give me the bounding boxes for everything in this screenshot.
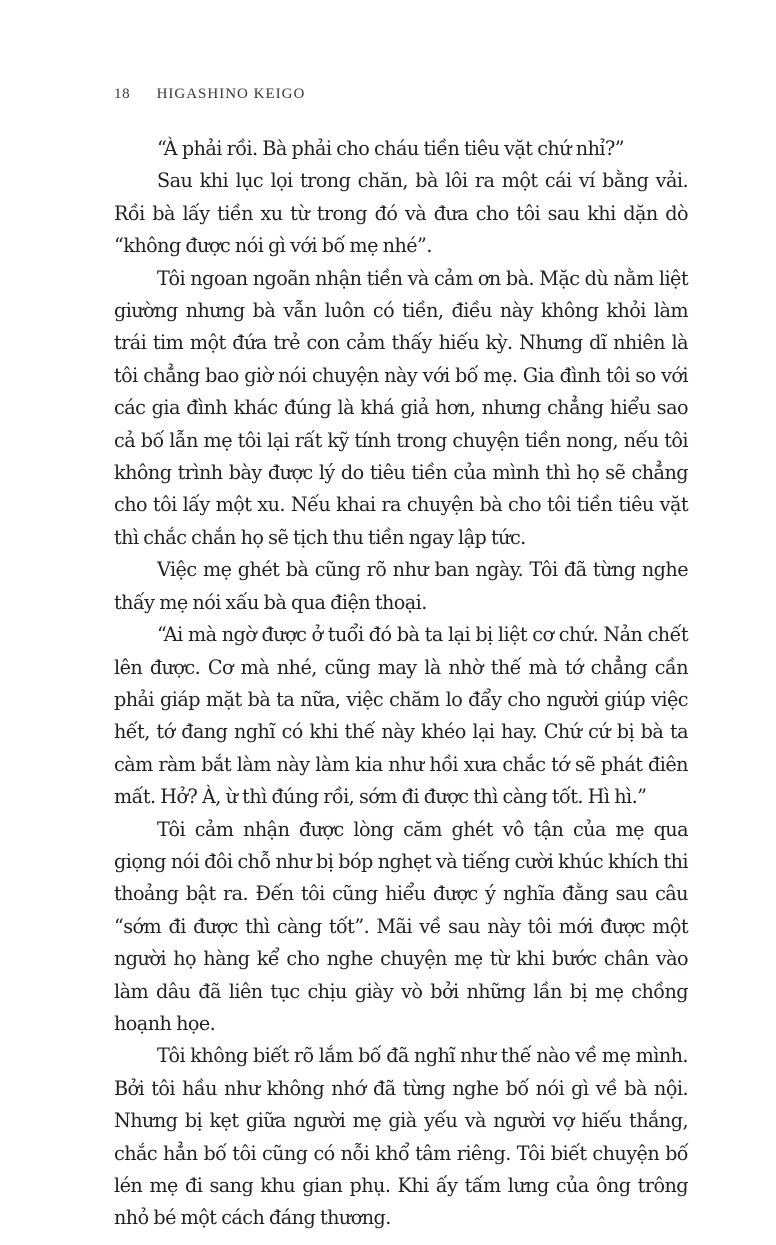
body-text	[114, 133, 688, 1235]
author-name: HIGASHINO KEIGO	[156, 86, 306, 102]
paragraph: Sau khi lục lọi trong chăn, bà lôi ra một cái ví bằng vải. Rồi bà lấy tiền xu từ trong đó và đưa cho tôi sau khi dặn dò “không được nói gì với bố mẹ nhé”.	[114, 169, 688, 258]
paragraph: “Ai mà ngờ được ở tuổi đó bà ta lại bị liệt cơ chứ. Nản chết lên được. Cơ mà nhé, cũng may là nhờ thế mà tớ chẳng cần phải giáp mặt bà ta nữa, việc chăm lo đẩy cho người giúp việc hết, tớ đang nghĩ có khi thế này khéo lại hay. Chứ cứ bị bà ta càm ràm bắt làm này làm kia như hồi xưa chắc tớ sẽ phát điên mất. Hở? À, ừ thì đúng rồi, sớm đi được thì càng tốt. Hì hì.”	[114, 623, 688, 809]
page-number: 18	[114, 86, 131, 102]
paragraph: Tôi không biết rõ lắm bố đã nghĩ như thế nào về mẹ mình. Bởi tôi hầu như không nhớ đã từng nghe bố nói gì về bà nội. Nhưng bị kẹt giữa người mẹ già yếu và người vợ hiếu thắng, chắc hẳn bố tôi cũng có nỗi khổ tâm riêng. Tôi biết chuyện bố lén mẹ đi sang khu gian phụ. Khi ấy tấm lưng của ông trông nhỏ bé một cách đáng thương.	[114, 1044, 688, 1230]
paragraph: Tôi ngoan ngoãn nhận tiền và cảm ơn bà. Mặc dù nằm liệt giường nhưng bà vẫn luôn có tiền, điều này không khỏi làm trái tim một đứa trẻ con cảm thấy hiếu kỳ. Nhưng dĩ nhiên là tôi chẳng bao giờ nói chuyện này với bố mẹ. Gia đình tôi so với các gia đình khác đúng là khá giả hơn, nhưng chẳng hiểu sao cả bố lẫn mẹ tôi lại rất kỹ tính trong chuyện tiền nong, nếu tôi không trình bày được lý do tiêu tiền của mình thì họ sẽ chẳng cho tôi lấy một xu. Nếu khai ra chuyện bà cho tôi tiền tiêu vặt thì chắc chắn họ sẽ tịch thu tiền ngay lập tức.	[114, 266, 688, 549]
running-head	[114, 86, 305, 103]
paragraph: Tôi cảm nhận được lòng căm ghét vô tận của mẹ qua giọng nói đôi chỗ như bị bóp nghẹt và tiếng cười khúc khích thi thoảng bật ra. Đến tôi cũng hiểu được ý nghĩa đằng sau câu “sớm đi được thì càng tốt”. Mãi về sau này tôi mới được một người họ hàng kể cho nghe chuyện mẹ từ khi bước chân vào làm dâu đã liên tục chịu giày vò bởi những lần bị mẹ chồng hoạnh họe.	[114, 817, 688, 1035]
paragraph: Việc mẹ ghét bà cũng rõ như ban ngày. Tôi đã từng nghe thấy mẹ nói xấu bà qua điện thoại.	[114, 558, 688, 614]
paragraph: “À phải rồi. Bà phải cho cháu tiền tiêu vặt chứ nhỉ?”	[157, 137, 624, 160]
